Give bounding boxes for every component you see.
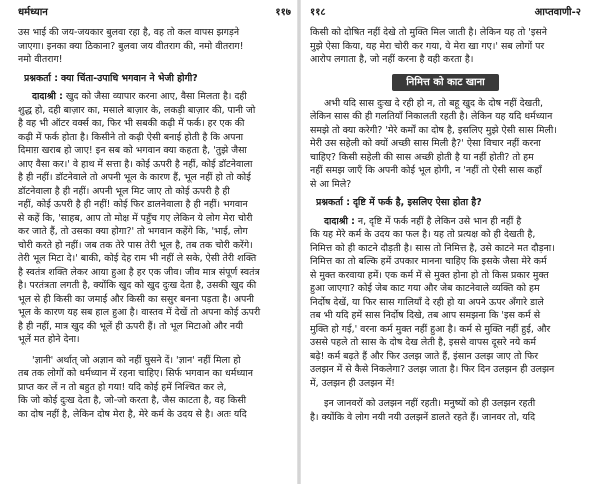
text-line: मुक्ति हो गई,' वरना कर्म मुक्त नहीं हुआ है। कर्म से मुक्ति नहीं हुई, और [310,323,551,335]
text-line: तब तक लोगों को धर्मध्यान में रहना चाहिए। सिर्फ भगवान का धर्मध्यान [18,368,253,379]
paragraph-gap [310,390,581,397]
text-line: अभी यदि सास दुःख दे रही हो न, तो बहू खुद के दोष नहीं देखती, [324,97,543,109]
text-line: आरोप लगाता है, जो नहीं करना है वही करता है। [310,54,474,65]
text-line: बढ़े! कर्म बढ़ते हैं और फिर उलझ जाते हैं, इंसान उलझ जाए तो फिर [310,350,539,362]
text-line: है ही नहीं। डॉटनेवाले तो अपनी भूल के कारण हैं, भूल नहीं हो तो कोई [18,172,251,183]
left-page-header [18,6,291,20]
text-line: से मुक्त करवाया हमें। एक कर्म में से मुक्त होना हो तो किस प्रकार मुक्त [310,269,549,281]
text-line: शुद्ध हो, दही बाज़ार का, मसाले बाज़ार के, लकड़ी बाज़ार की, पानी जो [18,104,256,116]
text-line: लेकिन सास की ही गलतियाँ निकालती रहती है। लेकिन यह यदि धर्मध्यान [310,111,553,122]
left-page-number: ११७ [275,7,291,18]
text-line: चोरी करते हो नहीं। जब तक तेरे पास तेरी भूल है, तब तक चोरी करेंगे। [18,239,253,251]
text-line: चाहिए? किसी सहेली की सास अच्छी होती है या नहीं होती? तो हम [310,151,534,163]
text-line: प्राप्त कर लें न तो बहुत हो गया! यदि कोई हमें निश्चित कर ले, [18,381,227,393]
answer-speaker: दादाश्री : [32,91,63,102]
text-line: किसी को दोषित नहीं देखे तो मुक्ति मिल जाती है। लेकिन यह तो 'इसने [310,27,547,38]
left-question [24,72,291,86]
section-title [310,70,581,91]
text-line: है स्वतंत्र शक्ति लेकर आया हुआ है हर एक जीव। जीव मात्र संपूर्ण स्वतंत्र [18,266,260,278]
question-label: प्रश्नकर्ता : [316,197,350,208]
text-line: कि जो कोई दुःख देता है, जो-जो करता है, जैस काटता है, वह किसी [18,395,247,406]
text-line: में, उलझन ही उलझन में! [310,377,395,389]
right-page-number: ११८ [310,7,326,18]
text-line: है वह भी ऑटर वर्क्स का, फिर भी सबकी कढ़ी में फर्क। हर एक की [18,118,245,129]
right-answer-paragraph [310,215,581,391]
left-page [0,0,299,484]
text-line: इन जानवरों को उलझन नहीं रहती। मनुष्यों को ही उलझन रहती [324,398,536,409]
text-line: नहीं, कोई ऊपरी है ही नहीं! कोई फिर डालनेवाला है ही नहीं। भगवान [18,199,248,210]
answer-first-text: खुद को जैसा व्यापार करना आए, वैसा मिलता है। दही [65,91,247,102]
question-text: क्या चिंता-उपाधि भगवान ने भेजी होगी? [60,72,198,84]
answer-first-line [310,215,581,229]
left-answer-paragraph [18,90,291,347]
text-line: आए वैसा कर।' वे हाथ में सत्ता है। कोई ऊपरी है नहीं, कोई डॉटनेवाला [18,158,253,170]
text-line: मेरी उस सहेली को क्यों अच्छी सास मिली है?' ऐसा विचार नहीं करना [310,138,541,149]
text-line: से आ मिले? [310,178,352,190]
text-line: डॉटनेवाला है ही नहीं। अपनी भूल मिट जाए तो कोई ऊपरी है ही [18,185,230,197]
text-line: है। परतंत्रता लगती है, क्योंकि खुद को खुद दुःख देता है, उसकी खुद की [18,280,257,291]
answer-first-text: न, दृष्टि में फर्क नहीं है लेकिन उसे भान ही नहीं है [357,215,522,227]
text-line: कि यह मेरे कर्म के उदय का फल है। यह तो प्रत्यक्ष को ही देखती है, [310,229,536,240]
right-header-title: आप्तवाणी-२ [534,7,581,18]
text-line: भूल से ही किसी का जमाई और किसी का ससुर बनना पड़ता है। अपनी [18,293,254,305]
text-line: कढ़ी में फर्क होता है। किसीने तो कढ़ी ऐसी बनाई होती है कि अपना [18,131,244,143]
text-line: का दोष नहीं है, लेकिन दोष मेरा है, मेरे कर्म के उदय से है। अतः यदि [18,408,247,420]
text-line: 'ज्ञानी' अर्थात् जो अज्ञान को नहीं घुसने दें। 'ज्ञान' नहीं मिला हो [32,354,241,366]
text-line: भूलें मत होने देना। [18,334,80,345]
right-page [300,0,599,484]
left-header-title: धर्मध्यान [18,7,48,18]
right-question [316,196,581,210]
text-line: है ही नहीं, मात्र खुद की भूलें ही ऊपरी हैं। तो भूल मिटाओ और नयी [18,320,244,332]
right-page-header [310,6,581,20]
text-line: उस भाई की जय-जयकार बुलवा रहा है, वह तो कल वापस झगड़ने [18,27,240,38]
paragraph-gap [18,347,291,354]
answer-speaker: दादाश्री : [324,215,355,227]
text-line: से कहें कि, 'साहब, आप तो मोक्ष में पहुँच गए लेकिन ये लोग मेरा चोरी [18,212,253,224]
text-line: है। क्योंकि वे लोग नयी नयी उलझनें डालते रहते हैं। जानवर तो, यदि [310,411,536,423]
text-line: उससे पहले तो सास के दोष देख लेती है, इससे वापस दूसरे नये कर्म [310,337,537,348]
text-line: कर जाते हैं, तो उसका क्या होगा?' तो भगवान कहेंगे कि, 'भाई, लोग [18,226,248,237]
text-line: उलझन में से कैसे निकलेगा? उलझ जाता है। फिर दिन उलझन ही उलझन [310,364,555,375]
right-intro-paragraph [310,26,581,67]
question-label: प्रश्नकर्ता : [24,72,58,84]
text-line: निमित्त का तो बल्कि हमें उपकार मानना चाहिए कि इसके जैसा मेरे कर्म [310,256,547,267]
text-line: तेरी भूल मिटा दे।' बाकी, कोई देह राम भी नहीं ले सके, ऐसी तेरी शक्ति [18,253,257,264]
right-first-paragraph [310,97,581,192]
text-line: निर्दोष देखें, या फिर सास गालियाँ दे रही हो या अपने ऊपर अँगारे डाले [310,296,544,308]
left-second-paragraph [18,354,291,422]
text-line: हुआ जाएगा? कोई जेब काट गया और जेब काटनेवाले व्यक्ति को हम [310,283,540,294]
text-line: भूल के कारण यह सब हाल हुआ है। वास्तव में देखें तो अपना कोई ऊपरी [18,307,261,318]
text-line: नहीं समझ जाएँ कि अपनी कोई भूल होगी, न 'नहीं तो ऐसी सास कहाँ [310,165,542,176]
text-line: नमो वीतराग! [18,54,63,65]
section-title-label: निमित्त को काट खाना [392,74,499,91]
answer-first-line [18,90,291,104]
text-line: मुझे ऐसा किया, यह मेरा चोरी कर गया, ये मेरा खा गए।' सब लोगों पर [310,40,545,52]
text-line: निमित्त को ही काटने दौड़ती है। सास तो निमित्त है, उसे काटने मत दौड़ना। [310,242,555,254]
question-text: दृष्टि में फर्क है, इसलिए ऐसा होता है? [352,197,482,208]
text-line: तब भी यदि हमें सास निर्दोष दिखे, तब आप समझना कि 'इस कर्म से [310,310,541,321]
right-bottom-paragraph [310,397,581,424]
text-line: समझे तो क्या करेगी? 'मेरे कर्मों का दोष है, इसलिए मुझे ऐसी सास मिली। [310,124,557,136]
left-intro-paragraph [18,26,291,67]
text-line: जाएगा। इनका क्या ठिकाना? बुलवा जय वीतराग की, नमो वीतराग! [18,40,244,52]
text-line: दिमाग़ खराब हो जाए! इन सब को भगवान क्या कहता है, 'तुझे जैसा [18,145,247,156]
